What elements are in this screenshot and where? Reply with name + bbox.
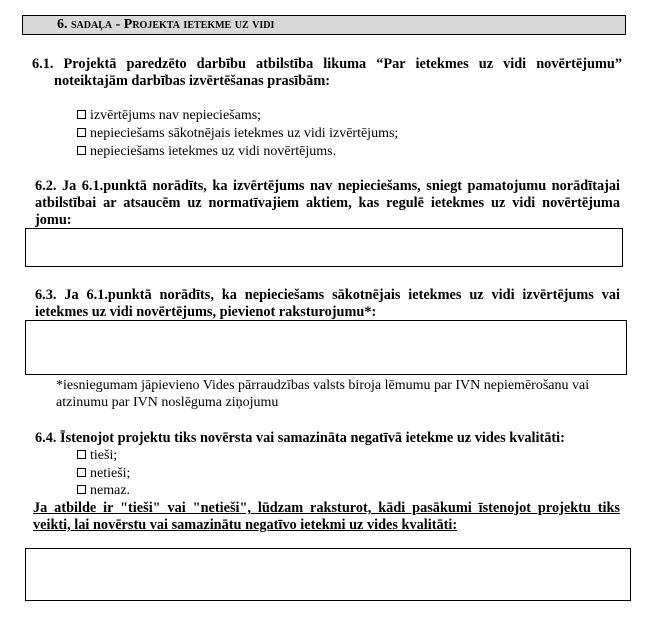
checkbox[interactable] [77,450,86,459]
option-6-1-c[interactable] [77,143,336,160]
question-6-3 [35,287,620,321]
section-header [22,15,626,35]
option-label: netieši; [90,466,131,481]
footnote-text: *iesniegumam jāpievieno Vides pārraudzības valsts biroja lēmumu par IVN nepiemērošanu vai atzinumu par IVN noslēguma ziņojumu [56,378,590,410]
option-label: nepieciešams ietekmes uz vidi novērtējums. [90,144,337,159]
option-6-4-b[interactable] [77,465,130,482]
question-6-4-text: 6.4. Īstenojot projektu tiks novērsta vai samazināta negatīvā ietekme uz vides kvalitāti: [35,430,565,446]
option-label: nepieciešams sākotnējais ietekmes uz vidi izvērtējums; [90,126,399,141]
option-label: nemaz. [90,483,131,498]
option-6-1-b[interactable] [77,125,398,142]
option-6-1-a[interactable] [77,107,261,124]
question-6-1 [32,56,622,90]
answer-6-3-field[interactable] [25,320,627,375]
footnote-6-3 [56,377,622,411]
checkbox[interactable] [77,468,86,477]
instruction-text: Ja atbilde ir "tieši" vai "netieši", lūdzam raksturot, kādi pasākumi īstenojot projektu tiks veikti, lai novērstu vai samazinātu negatīvo ietekmi uz vides kvalitāti: [33,500,620,533]
question-6-3-text: 6.3. Ja 6.1.punktā norādīts, ka nepieciešams sākotnējais ietekmes uz vidi izvērtējums vai ietekmes uz vidi novērtējums, pievienot raksturojumu*: [35,287,620,320]
answer-6-4-field[interactable] [25,548,631,601]
option-6-4-a[interactable] [77,447,117,464]
checkbox[interactable] [77,485,86,494]
question-6-4 [35,430,620,447]
option-6-4-c[interactable] [77,482,130,499]
option-label: tieši; [90,448,118,463]
answer-6-2-field[interactable] [25,228,623,267]
question-6-1-text: 6.1. Projektā paredzēto darbību atbilstība likuma “Par ietekmes uz vidi novērtējumu” noteiktajām darbības izvērtēšanas prasībām: [32,56,622,89]
checkbox[interactable] [77,128,86,137]
instruction-6-4 [33,500,620,534]
checkbox[interactable] [77,146,86,155]
checkbox[interactable] [77,110,86,119]
section-title: 6. sadaļa - Projekta ietekme uz vidi [57,17,275,32]
option-label: izvērtējums nav nepieciešams; [90,108,262,123]
question-6-2 [35,178,620,229]
question-6-2-text: 6.2. Ja 6.1.punktā norādīts, ka izvērtējums nav nepieciešams, sniegt pamatojumu norādītajai atbilstībai ar atsaucēm uz normatīvajiem aktiem, kas regulē ietekmes uz vidi novērtējuma jomu: [35,178,620,228]
